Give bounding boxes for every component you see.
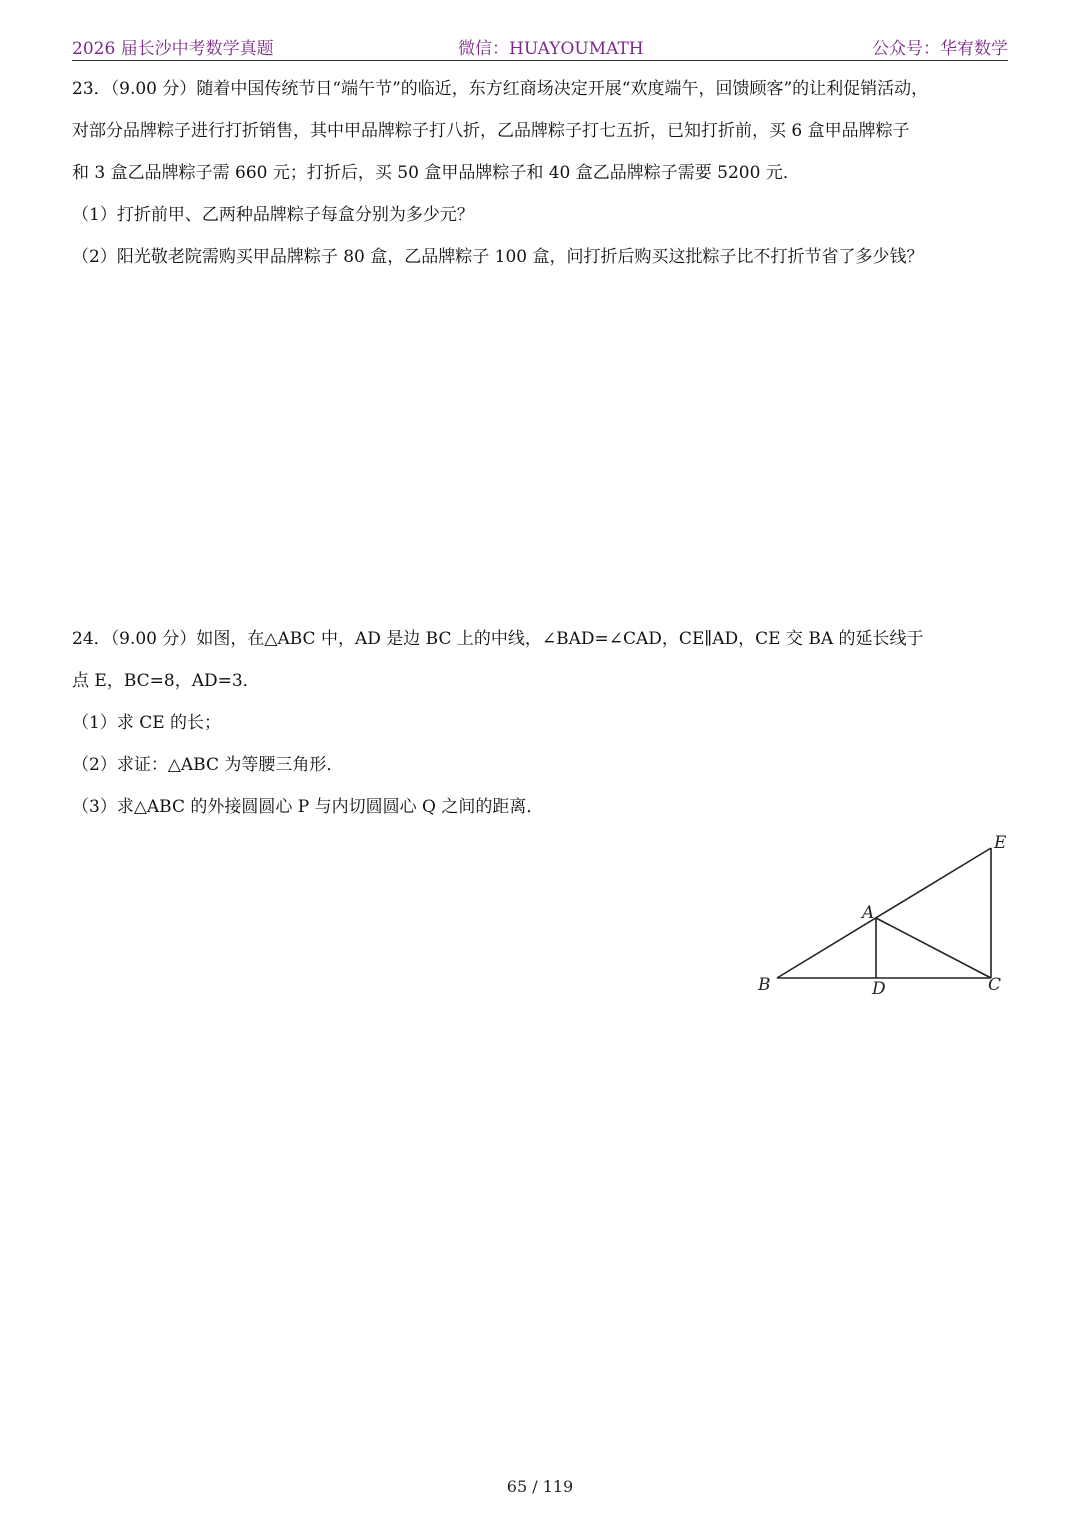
q23-line-1: 23．（9.00 分）随着中国传统节日“端午节”的临近，东方红商场决定开展“欢度端午，回馈顾客”的让利促销活动， <box>72 79 929 99</box>
header-title: 2026 届长沙中考数学真题 <box>72 39 274 59</box>
label-d: D <box>872 979 886 999</box>
q23-part-1: （1）打折前甲、乙两种品牌粽子每盒分别为多少元？ <box>72 205 474 225</box>
page-header <box>72 30 1008 61</box>
label-c: C <box>988 975 1002 995</box>
q24-line-2: 点 E，BC=8，AD=3． <box>72 671 260 691</box>
header-official-account: 公众号：华宥数学 <box>872 39 1008 59</box>
q24-line-1: 24．（9.00 分）如图，在△ABC 中，AD 是边 BC 上的中线，∠BAD=∠CAD，CE∥AD，CE 交 BA 的延长线于 <box>72 629 924 649</box>
label-a: A <box>862 903 875 923</box>
page-number: 65 / 119 <box>506 1477 574 1496</box>
label-b: B <box>758 975 771 995</box>
segment-be <box>777 848 991 978</box>
triangle-figure <box>750 828 1020 1003</box>
q24-part-1: （1）求 CE 的长； <box>72 713 222 733</box>
triangle-diagram <box>750 828 1020 1003</box>
q23-part-2: （2）阳光敬老院需购买甲品牌粽子 80 盒，乙品牌粽子 100 盒，问打折后购买这批粽子比不打折节省了多少钱？ <box>72 247 924 267</box>
q24-part-2: （2）求证：△ABC 为等腰三角形． <box>72 755 344 775</box>
q23-line-2: 对部分品牌粽子进行打折销售，其中甲品牌粽子打八折，乙品牌粽子打七五折，已知打折前，买 6 盒甲品牌粽子 <box>72 121 910 141</box>
label-e: E <box>994 833 1007 853</box>
q24-part-3: （3）求△ABC 的外接圆圆心 P 与内切圆圆心 Q 之间的距离． <box>72 797 544 817</box>
header-wechat: 微信：HUAYOUMATH <box>458 39 644 59</box>
q23-line-3: 和 3 盒乙品牌粽子需 660 元；打折后，买 50 盒甲品牌粽子和 40 盒乙品牌粽子需要 5200 元． <box>72 163 800 183</box>
segment-ac <box>876 918 991 978</box>
